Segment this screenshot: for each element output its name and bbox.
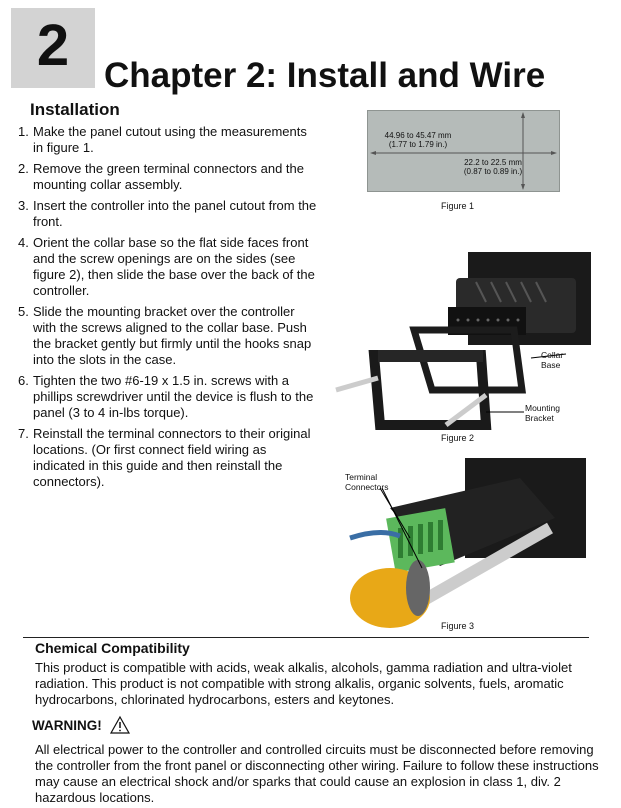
step-text: Orient the collar base so the flat side faces front and the screw openings are on the sides (see figure 2), then slide the base over the back of the controller. bbox=[33, 235, 315, 298]
collar-base-label bbox=[541, 350, 563, 370]
step-number: 2. bbox=[18, 161, 29, 176]
warning-heading: WARNING! bbox=[32, 718, 102, 733]
warning-text: All electrical power to the controller and controlled circuits must be disconnected before removing the controller from the front panel or disconnecting other wiring. Failure to follow these instructions may cause an electrical shock and/or sparks that could cause an explosion in class 1, div. 2 hazardous locations. bbox=[35, 742, 599, 805]
step-number: 5. bbox=[18, 304, 29, 319]
bracket-label-line2: Bracket bbox=[525, 413, 554, 423]
step-text: Reinstall the terminal connectors to their original locations. (Or first connect field wiring as indicated in this guide and then reinstall the connectors). bbox=[33, 426, 311, 489]
figure-1-cutout-diagram bbox=[367, 110, 560, 192]
step-number: 3. bbox=[18, 198, 29, 213]
chemical-text: This product is compatible with acids, weak alkalis, alcohols, gamma radiation and ultra-violet radiation. This product is not compatible with strong alkalis, organic solvents, fuels, aromatic hydrocarbons, chlorinated hydrocarbons, esters and keytones. bbox=[35, 660, 572, 707]
step-text: Insert the controller into the panel cutout from the front. bbox=[33, 198, 317, 229]
step-item bbox=[18, 373, 318, 421]
terminal-connectors-label bbox=[345, 472, 388, 492]
mounting-bracket-label bbox=[525, 403, 560, 423]
height-mm: 22.2 to 22.5 mm bbox=[464, 158, 522, 167]
collar-bracket-illustration bbox=[336, 250, 616, 430]
step-number: 4. bbox=[18, 235, 29, 250]
step-item bbox=[18, 198, 318, 230]
collar-label-line2: Base bbox=[541, 360, 561, 370]
step-item bbox=[18, 426, 318, 490]
figure-2-photo bbox=[336, 250, 616, 430]
terminal-label-line1: Terminal bbox=[345, 472, 378, 482]
step-item bbox=[18, 235, 318, 299]
step-item bbox=[18, 304, 318, 368]
step-text: Remove the green terminal connectors and the mounting collar assembly. bbox=[33, 161, 304, 192]
collar-label-line1: Collar bbox=[541, 350, 564, 360]
step-item bbox=[18, 124, 318, 156]
width-mm: 44.96 to 45.47 mm bbox=[384, 131, 452, 140]
figure-3-photo bbox=[345, 458, 586, 616]
step-text: Make the panel cutout using the measurements in figure 1. bbox=[33, 124, 307, 155]
step-number: 6. bbox=[18, 373, 29, 388]
page-title: Chapter 2: Install and Wire bbox=[104, 56, 546, 95]
chapter-number: 2 bbox=[36, 13, 70, 78]
bracket-label-line1: Mounting bbox=[525, 403, 560, 413]
step-item bbox=[18, 161, 318, 193]
height-dimension bbox=[454, 158, 532, 176]
figure-3-caption: Figure 3 bbox=[441, 621, 475, 631]
figure-1-caption: Figure 1 bbox=[441, 201, 475, 211]
height-in: (0.87 to 0.89 in.) bbox=[463, 167, 523, 176]
section-divider bbox=[23, 637, 589, 638]
figure-2-caption: Figure 2 bbox=[441, 433, 475, 443]
installation-steps bbox=[18, 124, 318, 495]
dimension-arrows bbox=[368, 111, 559, 191]
step-text: Tighten the two #6-19 x 1.5 in. screws with a phillips screwdriver until the device is flush to the panel (3 to 4 in-lbs torque). bbox=[33, 373, 314, 420]
chemical-heading: Chemical Compatibility bbox=[35, 640, 190, 656]
installation-heading: Installation bbox=[30, 100, 120, 119]
terminal-label-line2: Connectors bbox=[345, 482, 389, 492]
step-text: Slide the mounting bracket over the controller with the screws aligned to the collar base. Push the bracket gently but firmly until the hooks snap into the slots in the case. bbox=[33, 304, 312, 367]
warning-triangle-icon bbox=[110, 716, 130, 734]
step-number: 7. bbox=[18, 426, 29, 441]
width-in: (1.77 to 1.79 in.) bbox=[388, 140, 448, 149]
step-number: 1. bbox=[18, 124, 29, 139]
width-dimension bbox=[378, 131, 458, 149]
